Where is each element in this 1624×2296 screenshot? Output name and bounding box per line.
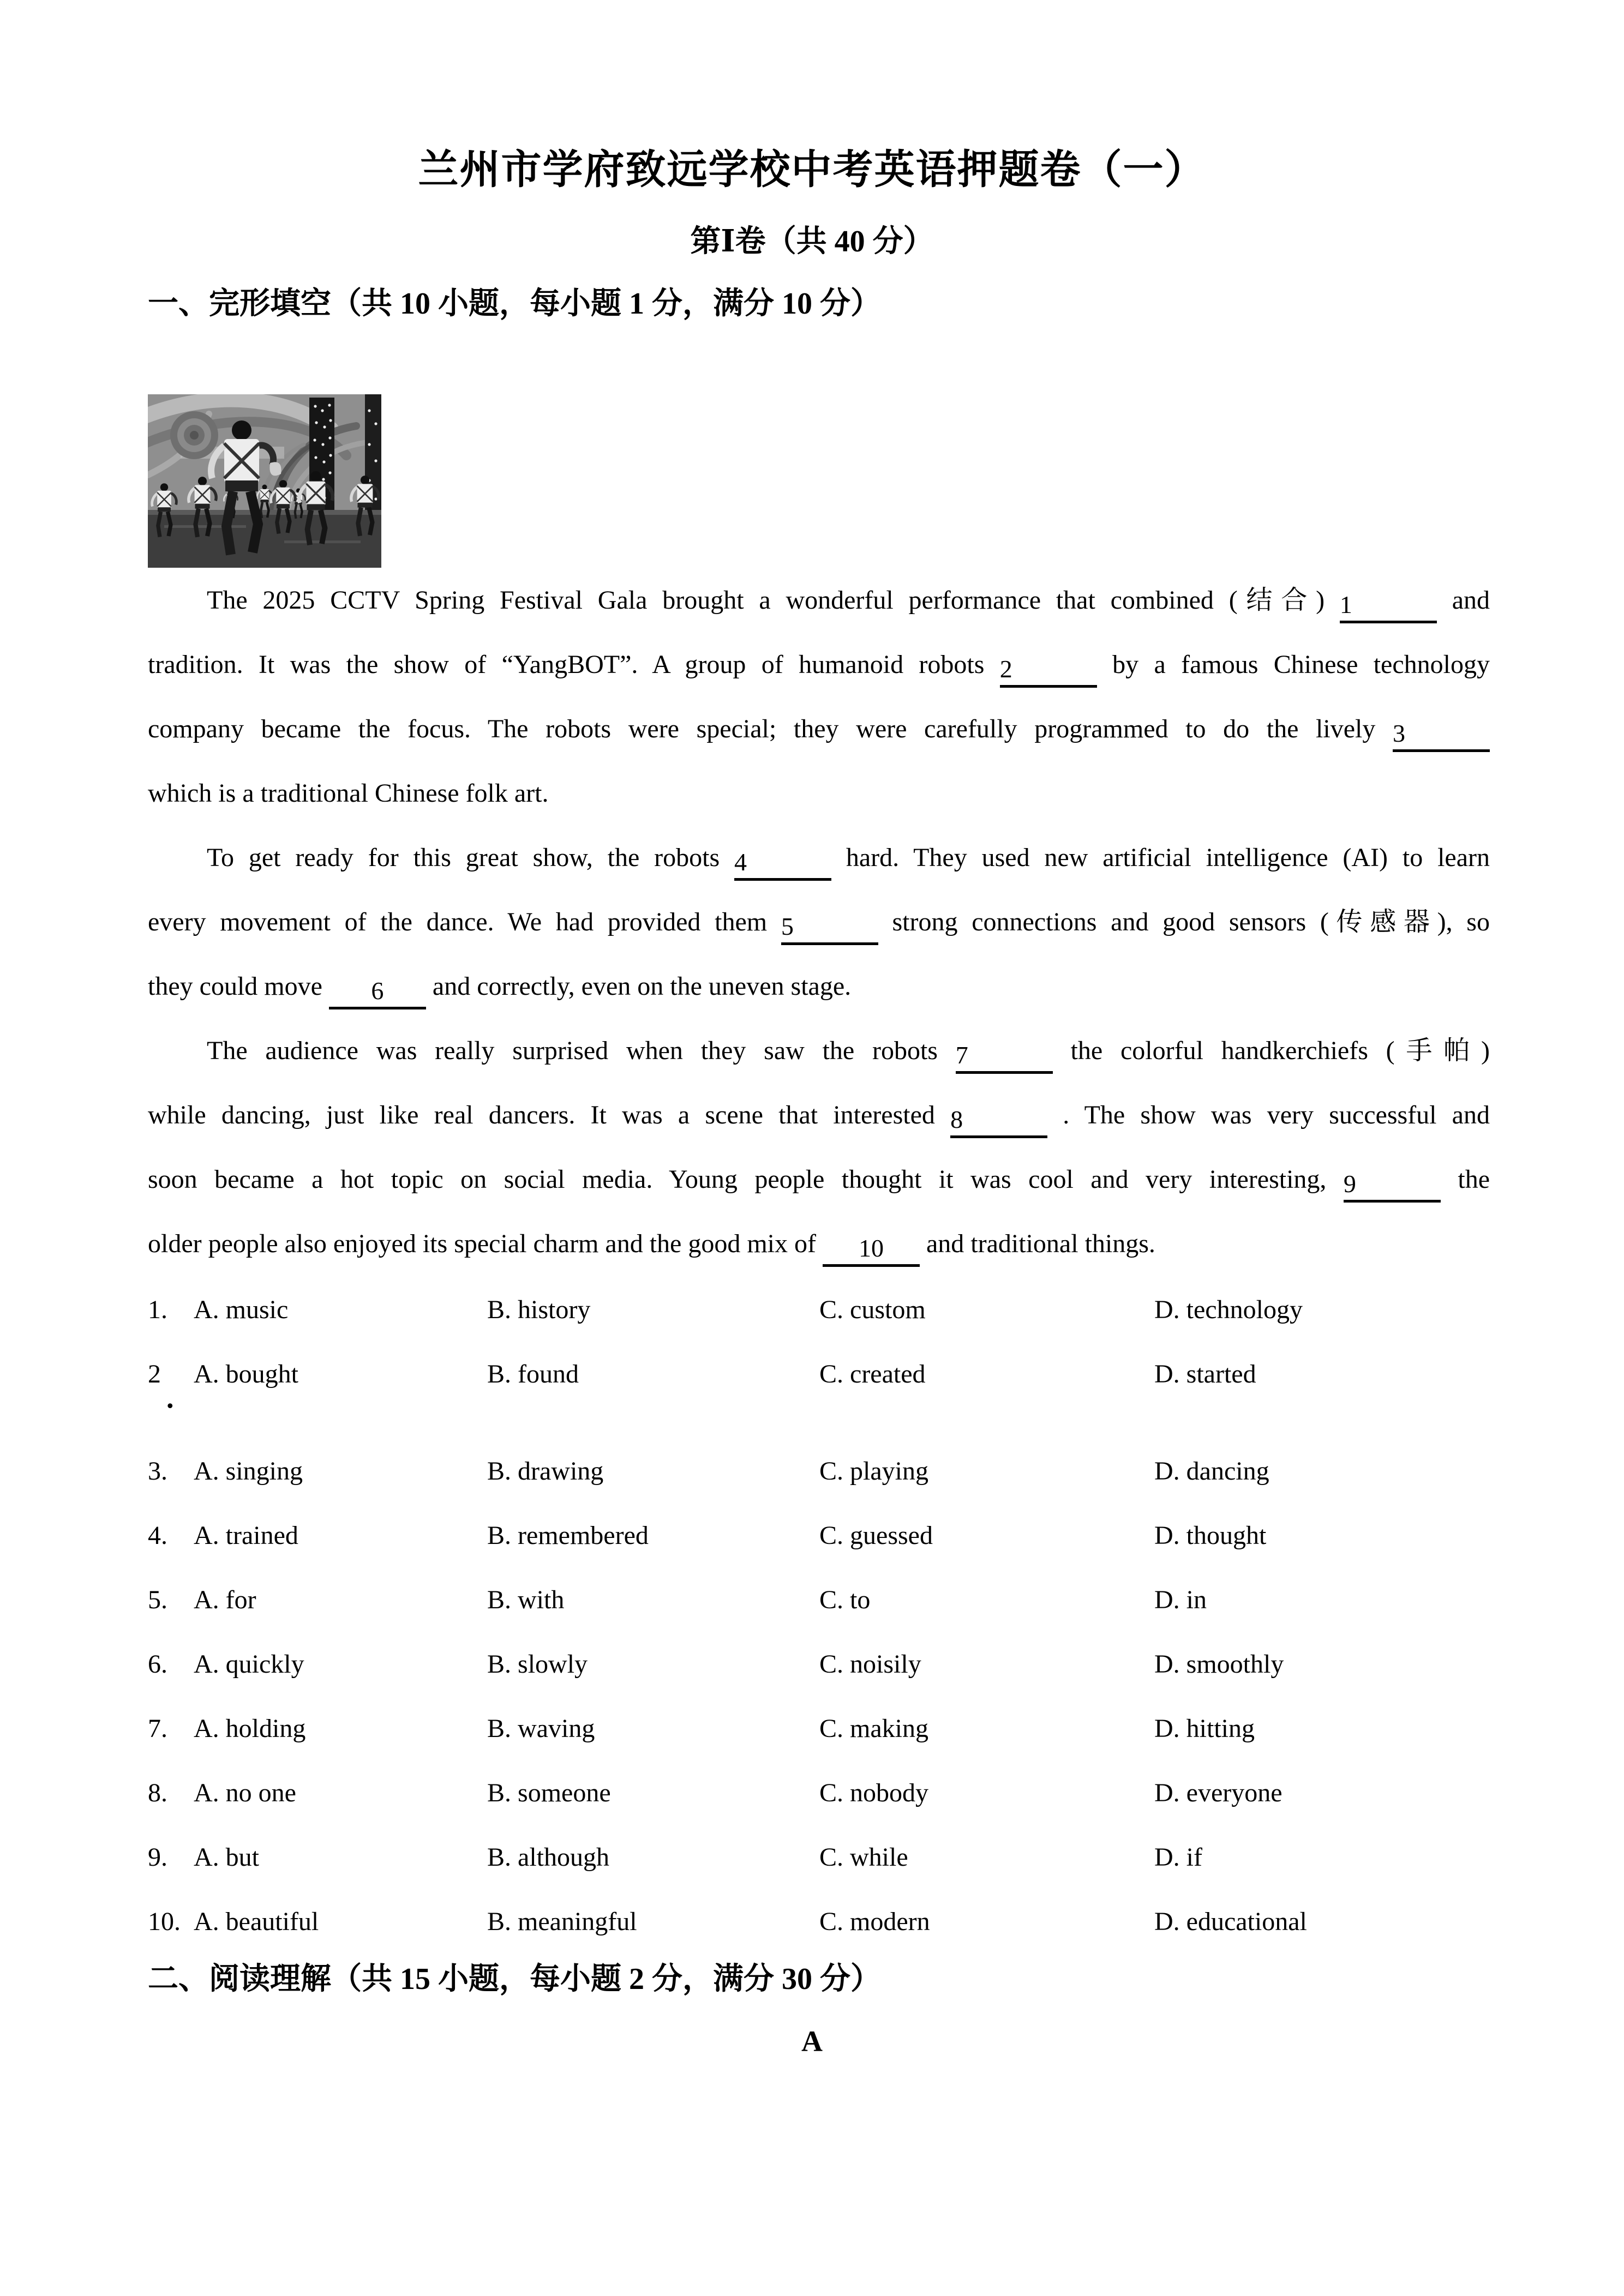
option-choice: D. dancing	[1154, 1457, 1269, 1486]
option-row-8	[148, 1761, 1490, 1825]
option-choice: A. quickly	[194, 1650, 304, 1679]
option-choice: B. history	[487, 1295, 591, 1324]
text-line: company became the focus. The robots were special; they were carefully programmed to do the lively 3	[148, 697, 1490, 761]
option-choice: D. in	[1154, 1585, 1207, 1614]
option-choice: D. everyone	[1154, 1778, 1283, 1807]
option-number: 9.	[148, 1843, 167, 1872]
option-choice: C. nobody	[819, 1778, 929, 1807]
stray-period-dot: .	[166, 1381, 174, 1414]
option-number: 5.	[148, 1585, 167, 1614]
option-row-4	[148, 1504, 1490, 1568]
option-row-10	[148, 1890, 1490, 1954]
cloze-blank-8: 8	[950, 1106, 1047, 1138]
option-choice: D. if	[1154, 1843, 1202, 1872]
cloze-paragraph-1	[148, 568, 1490, 826]
option-choice: B. although	[487, 1843, 609, 1872]
text-line: older people also enjoyed its special charm and the good mix of 10 and traditional things.	[148, 1212, 1490, 1276]
cloze-blank-1: 1	[1340, 591, 1437, 623]
option-choice: D. thought	[1154, 1521, 1267, 1550]
option-choice: A. music	[194, 1295, 289, 1324]
option-number: 2	[148, 1360, 161, 1389]
option-number: 1.	[148, 1295, 167, 1324]
option-choice: C. while	[819, 1843, 908, 1872]
option-row-6	[148, 1632, 1490, 1697]
option-choice: D. started	[1154, 1360, 1256, 1389]
option-choice: A. bought	[194, 1360, 298, 1389]
section1-heading-cloze: 一、完形填空（共 10 小题，每小题 1 分，满分 10 分）	[148, 287, 881, 321]
cloze-blank-6: 6	[329, 977, 426, 1009]
option-choice: B. remembered	[487, 1521, 649, 1550]
option-number: 3.	[148, 1457, 167, 1486]
cloze-options-list	[148, 1278, 1490, 1954]
option-number: 8.	[148, 1778, 167, 1807]
option-choice: C. guessed	[819, 1521, 933, 1550]
section2-heading-reading: 二、阅读理解（共 15 小题，每小题 2 分，满分 30 分）	[148, 1962, 881, 1996]
reading-passage-label-a: A	[801, 2025, 823, 2058]
option-choice: C. custom	[819, 1295, 926, 1324]
text-line: The 2025 CCTV Spring Festival Gala brought a wonderful performance that combined (结合) 1 and	[148, 568, 1490, 633]
option-choice: D. educational	[1154, 1907, 1307, 1936]
cloze-blank-3: 3	[1393, 720, 1490, 752]
cloze-blank-2: 2	[1000, 656, 1097, 688]
text-line: while dancing, just like real dancers. It was a scene that interested 8 . The show was very successful and	[148, 1083, 1490, 1147]
stage-photo-figure	[148, 394, 381, 568]
option-choice: B. waving	[487, 1714, 595, 1743]
option-choice: A. for	[194, 1585, 256, 1614]
cloze-blank-9: 9	[1344, 1170, 1441, 1203]
option-choice: A. but	[194, 1843, 259, 1872]
option-choice: C. playing	[819, 1457, 928, 1486]
text-line: they could move 6 and correctly, even on the uneven stage.	[148, 954, 1490, 1019]
option-choice: B. with	[487, 1585, 565, 1614]
option-choice: D. technology	[1154, 1295, 1303, 1324]
option-choice: C. noisily	[819, 1650, 921, 1679]
option-choice: C. making	[819, 1714, 928, 1743]
option-row-5	[148, 1568, 1490, 1632]
option-choice: C. created	[819, 1360, 926, 1389]
text-line: which is a traditional Chinese folk art.	[148, 779, 549, 808]
page-title: 兰州市学府致远学校中考英语押题卷（一）	[418, 148, 1206, 193]
cloze-blank-4: 4	[734, 849, 831, 881]
text-line: every movement of the dance. We had provided them 5 strong connections and good sensors (传感器), so	[148, 890, 1490, 954]
text-line: To get ready for this great show, the robots 4 hard. They used new artificial intelligence (AI) to learn	[148, 826, 1490, 890]
option-choice: B. someone	[487, 1778, 611, 1807]
text-line: tradition. It was the show of “YangBOT”. A group of humanoid robots 2 by a famous Chinese technology	[148, 633, 1490, 697]
text-line: soon became a hot topic on social media. Young people thought it was cool and very interesting, 9 the	[148, 1147, 1490, 1212]
option-number: 6.	[148, 1650, 167, 1679]
option-row-7	[148, 1697, 1490, 1761]
cloze-blank-10: 10	[823, 1235, 920, 1267]
paper-part-subtitle: 第Ⅰ卷（共 40 分）	[690, 225, 934, 259]
option-choice: B. drawing	[487, 1457, 604, 1486]
option-choice: C. modern	[819, 1907, 930, 1936]
option-choice: D. hitting	[1154, 1714, 1255, 1743]
option-choice: A. beautiful	[194, 1907, 319, 1936]
option-choice: A. trained	[194, 1521, 298, 1550]
option-row-9	[148, 1825, 1490, 1890]
option-choice: A. holding	[194, 1714, 306, 1743]
stage-photo-illustration	[148, 394, 381, 568]
option-row-3	[148, 1439, 1490, 1504]
cloze-paragraph-2	[148, 826, 1490, 1019]
text-line: The audience was really surprised when they saw the robots 7 the colorful handkerchiefs (手帕)	[148, 1019, 1490, 1083]
cloze-paragraph-3	[148, 1019, 1490, 1276]
option-number: 10.	[148, 1907, 181, 1936]
option-choice: B. found	[487, 1360, 579, 1389]
option-choice: D. smoothly	[1154, 1650, 1284, 1679]
option-choice: B. slowly	[487, 1650, 588, 1679]
option-row-2	[148, 1342, 1490, 1407]
option-choice: A. singing	[194, 1457, 303, 1486]
option-choice: C. to	[819, 1585, 871, 1614]
option-choice: A. no one	[194, 1778, 296, 1807]
option-choice: B. meaningful	[487, 1907, 637, 1936]
option-number: 7.	[148, 1714, 167, 1743]
option-number: 4.	[148, 1521, 167, 1550]
stray-period-row	[148, 1381, 1490, 1439]
cloze-blank-7: 7	[956, 1042, 1053, 1074]
cloze-blank-5: 5	[781, 913, 878, 945]
option-row-1	[148, 1278, 1490, 1342]
